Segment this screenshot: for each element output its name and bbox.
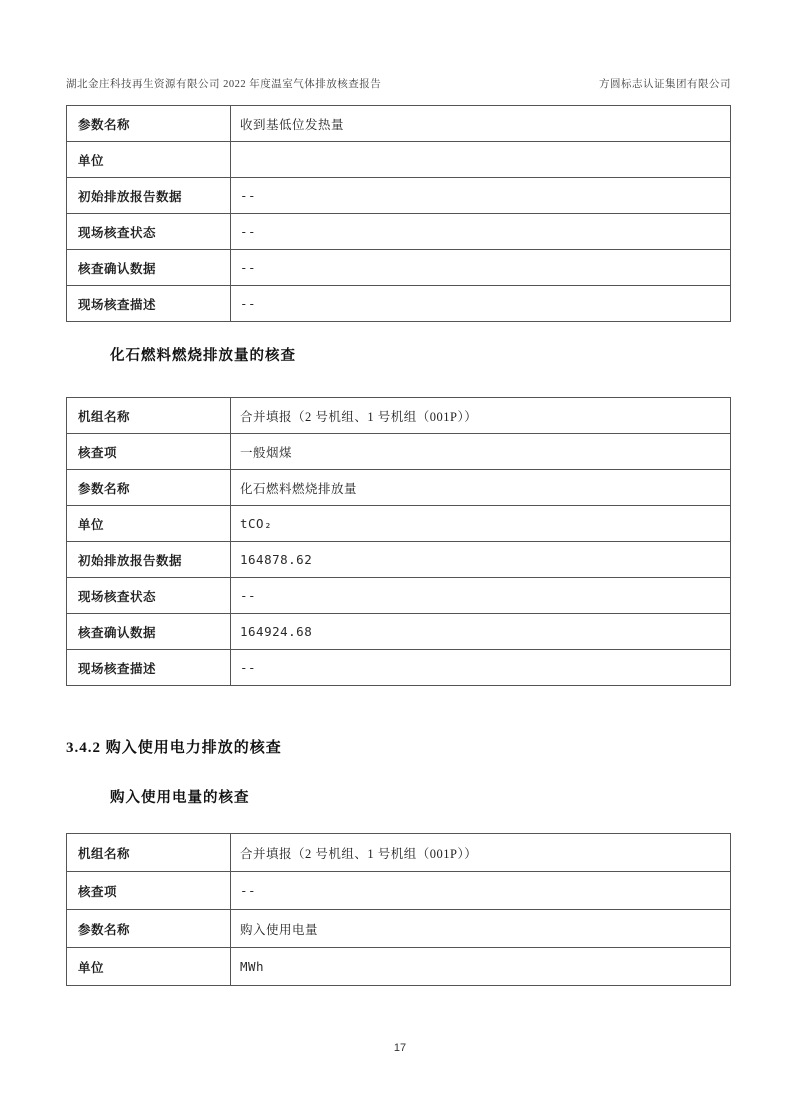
- row-label: 单位: [67, 142, 231, 178]
- row-value: 合并填报（2 号机组、1 号机组（001P））: [231, 398, 731, 434]
- row-label: 现场核查状态: [67, 578, 231, 614]
- table-row: [67, 948, 731, 986]
- table-row: [67, 434, 731, 470]
- row-label: 核查确认数据: [67, 614, 231, 650]
- row-label: 单位: [67, 948, 231, 986]
- row-value: --: [231, 578, 731, 614]
- table-row: [67, 650, 731, 686]
- row-label: 核查项: [67, 872, 231, 910]
- table-row: [67, 398, 731, 434]
- heading-section-3-4-2: 3.4.2 购入使用电力排放的核查: [66, 740, 282, 756]
- document-header: [66, 78, 731, 91]
- table-row: [67, 834, 731, 872]
- row-label: 核查确认数据: [67, 250, 231, 286]
- row-label: 初始排放报告数据: [67, 542, 231, 578]
- row-value: --: [231, 250, 731, 286]
- table-row: [67, 578, 731, 614]
- table-row: [67, 872, 731, 910]
- row-value: tCO₂: [231, 506, 731, 542]
- row-label: 参数名称: [67, 910, 231, 948]
- calorific-value-table: [66, 105, 731, 322]
- purchased-electricity-table: [66, 833, 731, 986]
- row-label: 现场核查描述: [67, 286, 231, 322]
- row-value: --: [231, 872, 731, 910]
- row-label: 机组名称: [67, 834, 231, 872]
- table-row: [67, 214, 731, 250]
- table-row: [67, 250, 731, 286]
- row-value: [231, 142, 731, 178]
- row-value: --: [231, 650, 731, 686]
- table-row: [67, 106, 731, 142]
- row-value: 一般烟煤: [231, 434, 731, 470]
- table-row: [67, 142, 731, 178]
- row-label: 机组名称: [67, 398, 231, 434]
- heading-fossil-fuel-verification: 化石燃料燃烧排放量的核查: [110, 348, 296, 364]
- row-value: 收到基低位发热量: [231, 106, 731, 142]
- row-label: 核查项: [67, 434, 231, 470]
- table-row: [67, 506, 731, 542]
- table-row: [67, 910, 731, 948]
- row-label: 初始排放报告数据: [67, 178, 231, 214]
- fossil-fuel-emission-table: [66, 397, 731, 686]
- table-row: [67, 178, 731, 214]
- page-number: 17: [393, 1042, 407, 1054]
- row-value: --: [231, 178, 731, 214]
- row-label: 单位: [67, 506, 231, 542]
- table-row: [67, 470, 731, 506]
- table-row: [67, 286, 731, 322]
- row-value: --: [231, 286, 731, 322]
- row-value: 164878.62: [231, 542, 731, 578]
- row-label: 参数名称: [67, 470, 231, 506]
- table-row: [67, 542, 731, 578]
- row-value: 合并填报（2 号机组、1 号机组（001P））: [231, 834, 731, 872]
- heading-purchased-electricity-verification: 购入使用电量的核查: [110, 790, 250, 806]
- header-report-title: 湖北金庄科技再生资源有限公司 2022 年度温室气体排放核查报告: [66, 79, 382, 90]
- row-label: 现场核查描述: [67, 650, 231, 686]
- row-value: --: [231, 214, 731, 250]
- row-value: 化石燃料燃烧排放量: [231, 470, 731, 506]
- row-value: MWh: [231, 948, 731, 986]
- row-label: 现场核查状态: [67, 214, 231, 250]
- header-certifier-name: 方圆标志认证集团有限公司: [599, 79, 731, 90]
- row-value: 购入使用电量: [231, 910, 731, 948]
- row-label: 参数名称: [67, 106, 231, 142]
- table-row: [67, 614, 731, 650]
- row-value: 164924.68: [231, 614, 731, 650]
